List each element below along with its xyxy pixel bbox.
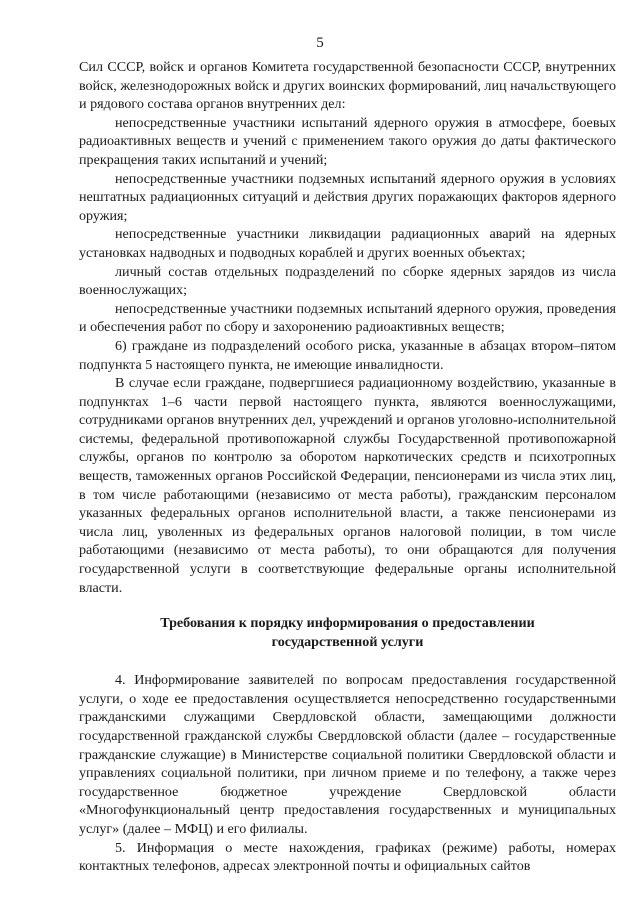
paragraph-item-5-information: 5. Информация о месте нахождения, графиках (режиме) работы, номерах контактных телефонов, адресах электронной почты и официальных сайтов xyxy=(79,839,616,875)
paragraph-radiation-accidents: непосредственные участники ликвидации радиационных аварий на ядерных установках надводных и подводных кораблей и других военных объектах; xyxy=(79,226,616,261)
document-body xyxy=(79,58,616,876)
paragraph-atmosphere-tests: непосредственные участники испытаний ядерного оружия в атмосфере, боевых радиоактивных веществ и учений с применением такого оружия до даты фактического прекращения таких испытаний и учений; xyxy=(79,114,616,168)
paragraph-underground-tests-emergency: непосредственные участники подземных испытаний ядерного оружия в условиях нештатных радиационных ситуаций и действия других поражающих факторов ядерного оружия; xyxy=(79,170,616,224)
paragraph-underground-tests-works: непосредственные участники подземных испытаний ядерного оружия, проведения и обеспечения работ по сбору и захоронению радиоактивных веществ; xyxy=(79,300,616,336)
section-heading: Требования к порядку информирования о предоставлении государственной услуги xyxy=(160,615,535,651)
paragraph-item-4-informing: 4. Информирование заявителей по вопросам предоставления государственной услуги, о ходе ее предоставления осуществляется непосредственно государственными гражданскими служащими Свердловской области, замещающими должности государственной гражданской службы Свердловской области (далее – государственные гражданские служащие) в Министерстве социальной политики Свердловской области и управлениях социальной политики, при личном приеме и по телефону, а также через государственное бюджетное учреждение Свердловской области «Многофункциональный центр предоставления государственных и муниципальных услуг» (далее – МФЦ) и его филиалы. xyxy=(79,672,616,837)
page-number: 5 xyxy=(316,35,324,51)
paragraph-assembly-personnel: личный состав отдельных подразделений по сборке ядерных зарядов из числа военнослужащих; xyxy=(79,263,616,299)
paragraph-federal-bodies: В случае если граждане, подвергшиеся радиационному воздействию, указанные в подпунктах 1–6 части первой настоящего пункта, являются военнослужащими, сотрудниками органов внутренних дел, учреждений и органов уголовно-исполнительной системы, федеральной противопожарной службы Государственной противопожарной службы, органов по контролю за оборотом наркотических средств и психотропных веществ, таможенных органов Российской Федерации, пенсионерами из числа этих лиц, в том числе работающими (независимо от места работы), гражданским персоналом указанных федеральных органов исполнительной власти, а также пенсионерами из числа лиц, уволенных из федеральных органов налоговой полиции, в том числе работающими (независимо от места работы), то они обращаются для получения государственной услуги в соответствующие федеральные органы исполнительной власти. xyxy=(79,375,616,596)
paragraph-continuation: Сил СССР, войск и органов Комитета государственной безопасности СССР, внутренних войск, железнодорожных войск и других воинских формирований, лиц начальствующего и рядового состава органов внутренних дел: xyxy=(79,59,616,113)
paragraph-item-6: 6) граждане из подразделений особого риска, указанные в абзацах втором–пятом подпункта 5 настоящего пункта, не имеющие инвалидности. xyxy=(79,337,616,373)
